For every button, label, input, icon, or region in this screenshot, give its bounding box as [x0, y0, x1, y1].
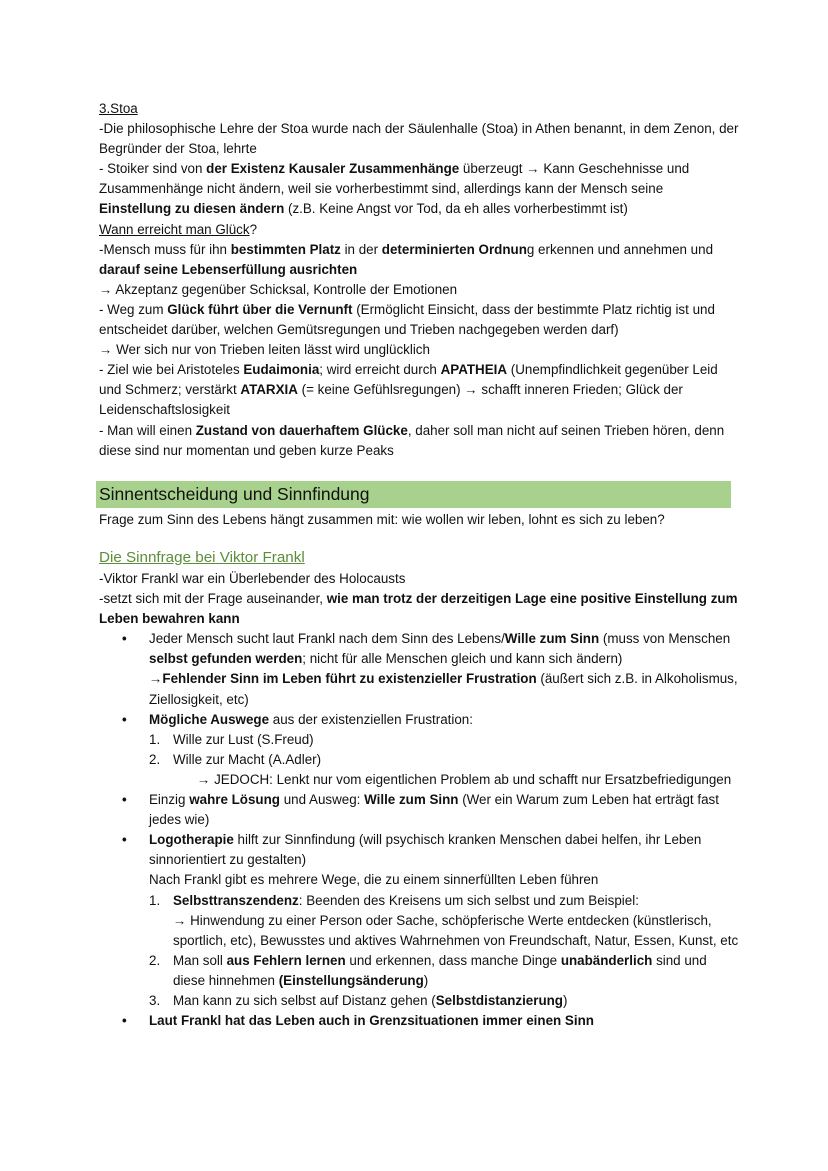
- stoa-line-6: → Wer sich nur von Trieben leiten lässt wird unglücklich: [99, 342, 430, 358]
- text: überzeugt → Kann Geschehnisse und Zusammenhänge nicht ändern, weil sie vorherbestimmt sind, allerdings kann der Mensch seine: [99, 161, 690, 197]
- text: (Wer ein Warum zum Leben hat erträgt fast jedes wie): [149, 792, 719, 828]
- text: und erkennen, dass manche Dinge: [345, 952, 561, 968]
- numbered-list: [149, 891, 739, 1012]
- stoa-heading: 3.Stoa: [99, 101, 138, 116]
- bold-text: Laut Frankl hat das Leben auch in Grenzsituationen immer einen Sinn: [149, 1013, 594, 1029]
- number-marker: 2.: [149, 751, 161, 767]
- list-item: [99, 830, 739, 1011]
- text: Man kann zu sich selbst auf Distanz gehen (: [173, 992, 436, 1008]
- text: (äußert sich z.B. in Alkoholismus, Ziellosigkeit, etc): [149, 671, 738, 707]
- text: aus der existenziellen Frustration:: [269, 711, 473, 727]
- numbered-item: [149, 991, 739, 1011]
- bold-text: Fehlender Sinn im Leben führt zu existenzieller Frustration: [162, 671, 537, 687]
- sub-note: → JEDOCH: Lenkt nur vom eigentlichen Problem ab und schafft nur Ersatzbefriedigungen: [197, 771, 732, 787]
- sub-note: → Hinwendung zu einer Person oder Sache, schöpferische Werte entdecken (künstlerisch, sportlich, etc), Bewusstes und aktives Wahrnehmen von Freundschaft, Natur, Essen, Kunst, etc: [173, 912, 739, 948]
- text: g erkennen und annehmen und: [526, 241, 714, 257]
- bold-text: Mögliche Auswege: [149, 711, 270, 727]
- list-item: [99, 790, 739, 830]
- bold-text: bestimmten Platz: [230, 241, 341, 257]
- numbered-list: [149, 730, 739, 790]
- stoa-line-8: [99, 421, 739, 461]
- stoa-line-1: -Die philosophische Lehre der Stoa wurde nach der Säulenhalle (Stoa) in Athen benannt, in dem Zenon, der Begründer der Stoa, lehrte: [99, 121, 739, 157]
- numbered-item: [149, 730, 739, 750]
- bold-text: Wille zum Sinn: [364, 792, 459, 808]
- question-text: Wann erreicht man Glück: [99, 221, 250, 237]
- text: (Unempfindlichkeit gegenüber Leid und Schmerz; verstärkt: [99, 362, 718, 398]
- bold-text: Selbstdistanzierung: [435, 992, 563, 1008]
- text: (muss von Menschen: [599, 631, 731, 647]
- frankl-subheading: Die Sinnfrage bei Viktor Frankl: [99, 549, 305, 566]
- bold-text: Glück führt über die Vernunft: [167, 301, 353, 317]
- text: in der: [340, 241, 382, 257]
- stoa-line-5: [99, 300, 739, 340]
- numbered-item: [149, 951, 739, 991]
- stoa-line-2: [99, 159, 739, 219]
- text: sind und diese hinnehmen: [173, 952, 707, 988]
- text: Man soll: [173, 952, 227, 968]
- arrow-text: →: [149, 671, 163, 687]
- bold-text: darauf seine Lebenserfüllung ausrichten: [99, 261, 358, 277]
- text: Nach Frankl gibt es mehrere Wege, die zu einem sinnerfüllten Leben führen: [149, 872, 599, 888]
- bold-text: Einstellung zu diesen ändern: [99, 201, 285, 217]
- text: ; nicht für alle Menschen gleich und kann sich ändern): [302, 651, 623, 667]
- text: Jeder Mensch sucht laut Frankl nach dem Sinn des Lebens/: [149, 631, 505, 647]
- text: ; wird erreicht durch: [319, 362, 441, 378]
- bold-text: aus Fehlern lernen: [226, 952, 346, 968]
- text: : Beenden des Kreisens um sich selbst und zum Beispiel:: [298, 892, 639, 908]
- text: (Ermöglicht Einsicht, dass der bestimmte Platz richtig ist und entscheidet darüber, welchen Gemütsregungen und Trieben nachgegeben werden darf): [99, 301, 715, 338]
- bold-text: determinierten Ordnun: [381, 241, 527, 257]
- bold-text: unabänderlich: [560, 952, 653, 968]
- bold-text: wahre Lösung: [189, 792, 280, 808]
- text: - Ziel wie bei Aristoteles: [99, 362, 244, 378]
- frankl-line-1: -Viktor Frankl war ein Überlebender des Holocausts: [99, 571, 406, 586]
- list-item: [99, 1011, 739, 1031]
- list-item: [99, 710, 739, 790]
- number-marker: 1.: [149, 892, 161, 908]
- text: ): [562, 992, 568, 1008]
- text: ): [423, 972, 429, 988]
- text: -Mensch muss für ihn: [99, 241, 231, 257]
- number-marker: 1.: [149, 731, 161, 747]
- bold-text: (Einstellungsänderung: [278, 972, 424, 988]
- bold-text: wie man trotz der derzeitigen Lage eine positive Einstellung zum Leben bewahren kann: [99, 591, 738, 627]
- bold-text: Selbsttranszendenz: [173, 892, 299, 908]
- section-title: Sinnentscheidung und Sinnfindung: [99, 484, 370, 504]
- numbered-item: [149, 891, 739, 951]
- text: hilft zur Sinnfindung (will psychisch kranken Menschen dabei helfen, ihr Leben sinnorientiert zu gestalten): [149, 832, 702, 868]
- bold-text: Wille zum Sinn: [504, 631, 600, 647]
- bold-text: Eudaimonia: [243, 362, 320, 378]
- text: - Stoiker sind von: [99, 161, 207, 177]
- section-intro: Frage zum Sinn des Lebens hängt zusammen mit: wie wollen wir leben, lohnt es sich zu leben?: [99, 512, 665, 527]
- bold-text: Zustand von dauerhaftem Glücke: [195, 422, 408, 438]
- stoa-section: [99, 99, 739, 461]
- text: Wille zur Macht (A.Adler): [173, 751, 322, 767]
- bold-text: Logotherapie: [149, 832, 234, 848]
- number-marker: 2.: [149, 952, 161, 968]
- text: -setzt sich mit der Frage auseinander,: [99, 591, 327, 607]
- text: und Ausweg:: [279, 792, 365, 808]
- text: (z.B. Keine Angst vor Tod, da eh alles vorherbestimmt ist): [284, 201, 628, 217]
- list-item: [99, 629, 739, 709]
- text: Einzig: [149, 792, 190, 808]
- stoa-line-7: [99, 360, 739, 420]
- bold-text: APATHEIA: [440, 362, 508, 378]
- bold-text: selbst gefunden werden: [149, 651, 303, 667]
- text: - Man will einen: [99, 422, 196, 438]
- frankl-section: [99, 569, 739, 1031]
- frankl-bullet-list: [99, 629, 739, 1031]
- stoa-line-4: → Akzeptanz gegenüber Schicksal, Kontrolle der Emotionen: [99, 281, 458, 297]
- bold-text: der Existenz Kausaler Zusammenhänge: [206, 161, 460, 177]
- frankl-line-2: [99, 589, 739, 629]
- bold-text: ATARXIA: [240, 382, 298, 398]
- numbered-item: [149, 750, 739, 790]
- number-marker: 3.: [149, 992, 161, 1008]
- question-mark: ?: [249, 221, 258, 237]
- stoa-question: [99, 220, 739, 240]
- text: Wille zur Lust (S.Freud): [173, 731, 314, 747]
- text: (= keine Gefühlsregungen) → schafft inneren Frieden; Glück der Leidenschaftslosigkeit: [99, 382, 683, 418]
- text: , daher soll man nicht auf seinen Trieben hören, denn diese sind nur momentan und geben kurze Peaks: [99, 422, 725, 458]
- stoa-line-3: [99, 240, 739, 280]
- text: - Weg zum: [99, 301, 168, 317]
